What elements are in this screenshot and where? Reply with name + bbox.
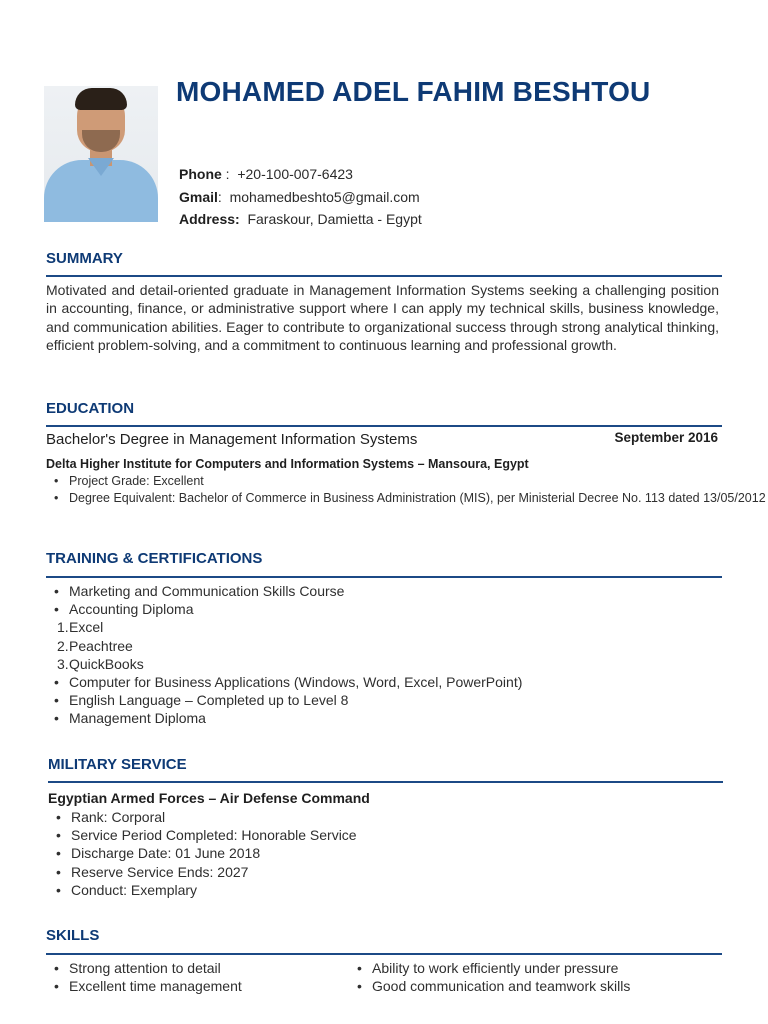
phone-label: Phone — [179, 166, 222, 182]
list-item: 3. QuickBooks — [57, 655, 144, 672]
institute-name: Delta Higher Institute for Computers and Information Systems – Mansoura, Egypt — [46, 457, 529, 471]
profile-photo — [44, 86, 158, 222]
list-item: 1. Excel — [57, 619, 104, 636]
candidate-name: MOHAMED ADEL FAHIM BESHTOU — [176, 76, 651, 107]
phone-line: Phone : +20-100-007-6423 — [179, 166, 353, 182]
list-item: • Excellent time management — [54, 978, 242, 995]
list-item: • Discharge Date: 01 June 2018 — [56, 845, 261, 862]
training-list — [46, 582, 522, 728]
list-item: • Marketing and Communication Skills Course — [54, 583, 345, 599]
list-item: 2. Peachtree — [57, 637, 133, 654]
list-item: • Good communication and teamwork skills — [357, 978, 631, 995]
list-item: • Degree Equivalent: Bachelor of Commerce in Business Administration (MIS), per Ministerial Decree No. 113 dated 13/05/2012 — [54, 491, 766, 505]
education-list — [46, 473, 766, 507]
list-item: • Accounting Diploma — [54, 601, 194, 618]
training-heading: TRAINING & CERTIFICATIONS — [46, 550, 263, 567]
list-item: • Management Diploma — [54, 710, 206, 727]
military-subtitle: Egyptian Armed Forces – Air Defense Command — [48, 790, 370, 806]
list-item: • Project Grade: Excellent — [54, 474, 204, 488]
summary-divider — [46, 275, 722, 277]
list-item: • Conduct: Exemplary — [56, 881, 198, 898]
address-value: Faraskour, Damietta - Egypt — [247, 211, 422, 227]
degree-title: Bachelor's Degree in Management Information Systems — [46, 431, 418, 448]
military-divider — [48, 781, 723, 783]
list-item: • Service Period Completed: Honorable Service — [56, 827, 357, 844]
military-heading: MILITARY SERVICE — [48, 756, 187, 773]
military-list — [48, 808, 357, 899]
address-line — [179, 211, 422, 227]
address-label: Address: — [179, 211, 240, 227]
education-divider — [46, 425, 722, 427]
summary-text: Motivated and detail-oriented graduate in Management Information Systems seeking a challenging position in accounting, finance, or administrative support where I can apply my technical skills, business knowledge, and communication abilities. Eager to contribute to organizational success through strong analytical thinking, efficient problem-solving, and a commitment to continuous learning and professional growth. — [46, 282, 719, 353]
list-item: • Computer for Business Applications (Windows, Word, Excel, PowerPoint) — [54, 674, 523, 691]
list-item: • Ability to work efficiently under pressure — [357, 960, 619, 976]
skills-heading: SKILLS — [46, 927, 100, 944]
skills-list-right — [349, 959, 630, 995]
degree-date: September 2016 — [614, 430, 718, 445]
list-item: • Strong attention to detail — [54, 960, 221, 976]
gmail-value[interactable]: mohamedbeshto5@gmail.com — [229, 189, 420, 205]
list-item: • English Language – Completed up to Level 8 — [54, 692, 349, 709]
skills-list-left — [46, 959, 242, 995]
education-heading: EDUCATION — [46, 400, 135, 417]
summary-heading: SUMMARY — [46, 250, 123, 267]
list-item: • Rank: Corporal — [56, 809, 166, 825]
gmail-label: Gmail — [179, 189, 218, 205]
list-item: • Reserve Service Ends: 2027 — [56, 863, 249, 880]
skills-divider — [46, 953, 722, 955]
phone-value: +20-100-007-6423 — [237, 166, 353, 182]
training-divider — [46, 576, 722, 578]
gmail-line: Gmail: mohamedbeshto5@gmail.com — [179, 189, 420, 205]
